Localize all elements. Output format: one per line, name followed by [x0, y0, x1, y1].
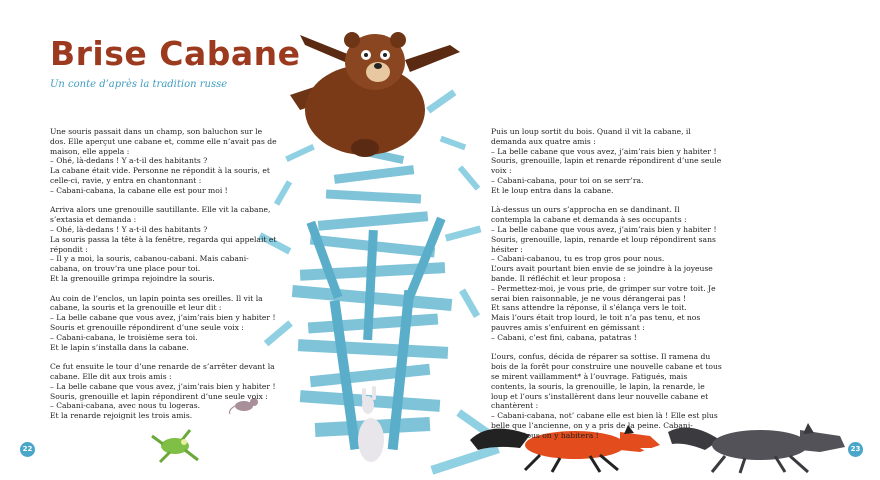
paragraph: Puis un loup sortit du bois. Quand il vit la cabane, il demanda aux quatre amis : – La belle cabane que vous avez, j’aim’rais bien y habiter ! Souris, grenouille, lapin et renarde répondirent d’une seule voix : – Cabani-cabana, pour toi on se serr’ra. Et le loup entra dans la cabane. [491, 127, 722, 195]
page-number-right: 23 [848, 442, 863, 457]
paragraph: L’ours, confus, décida de réparer sa sottise. Il ramena du bois de la forêt pour construire une nouvelle cabane et tous se mirent vaillamment* à l’ouvrage. Fatigués, mais contents, la souris, la grenouille, le lapin, la renarde, le loup et l’ours s’installèrent dans leur nouvelle cabane et chantèrent : – Cabani-cabana, not’ cabane elle est bien là ! Elle est plus belle que l’ancienne, on y a pris de la peine. Cabani-cabana, tous on y habitera ! [491, 352, 722, 440]
paragraph: Au coin de l’enclos, un lapin pointa ses oreilles. Il vit la cabane, la souris et la grenouille et leur dit : – La belle cabane que vous avez, j’aim’rais bien y habiter ! Souris et grenouille répondirent d’une seule voix : – Cabani-cabana, le troisième sera toi. Et le lapin s’installa dans la cabane. [50, 293, 276, 352]
paragraph: Là-dessus un ours s’approcha en se dandinant. Il contempla la cabane et demanda à ses occupants : – La belle cabane que vous avez, j’aim’rais bien y habiter ! Souris, grenouille, lapin, renarde et loup répondirent sans hésiter : – Cabani-cabanou, tu es trop gros pour nous. L’ours avait pourtant bien envie de se joindre à la joyeuse bande. Il réfléchit et leur proposa : – Permettez-moi, je vous prie, de grimper sur votre toit. Je serai bien raisonnable, je ne vous dérangerai pas ! Et sans attendre la réponse, il s’élança vers le toit. Mais l’ours était trop lourd, le toit n’a pas tenu, et nos pauvres amis s’enfuirent en gémissant : – Cabani, c’est fini, cabana, patatras ! [491, 205, 717, 342]
story-subtitle: Un conte d’après la tradition russe [50, 79, 228, 90]
page-number-left: 22 [20, 442, 35, 457]
story-text-left-column [50, 127, 278, 431]
bear-illustration [290, 32, 460, 157]
story-title: Brise Cabane [50, 34, 301, 73]
paragraph: Ce fut ensuite le tour d’une renarde de s’arrêter devant la cabane. Elle dit aux trois amis : – La belle cabane que vous avez, j’aim’rais bien y habiter ! Souris, grenouille et lapin répondirent d’une seule voix : – Cabani-cabana, avec nous tu logeras. Et la renarde rejoignit les trois amis. [50, 362, 276, 421]
paragraph: Une souris passait dans un champ, son baluchon sur le dos. Elle aperçut une cabane et, comme elle n’avait pas de maison, elle appela : – Ohé, là-dedans ! Y a-t-il des habitants ? La cabane était vide. Personne ne répondit à la souris, et celle-ci, ravie, y entra en chantonnant : – Cabani-cabana, la cabane elle est pour moi ! [50, 127, 277, 195]
frog-illustration [152, 430, 198, 462]
paragraph: Arriva alors une grenouille sautillante. Elle vit la cabane, s’extasia et demanda : – Ohé, là-dedans ! Y a-t-il des habitants ? La souris passa la tête à la fenêtre, regarda qui appelait et répondit : – Il y a moi, la souris, cabanou-cabani. Mais cabani-cabana, on trouv’ra une place pour toi. Et la grenouille grimpa rejoindre la souris. [50, 205, 277, 283]
story-text-right-column [491, 127, 722, 450]
